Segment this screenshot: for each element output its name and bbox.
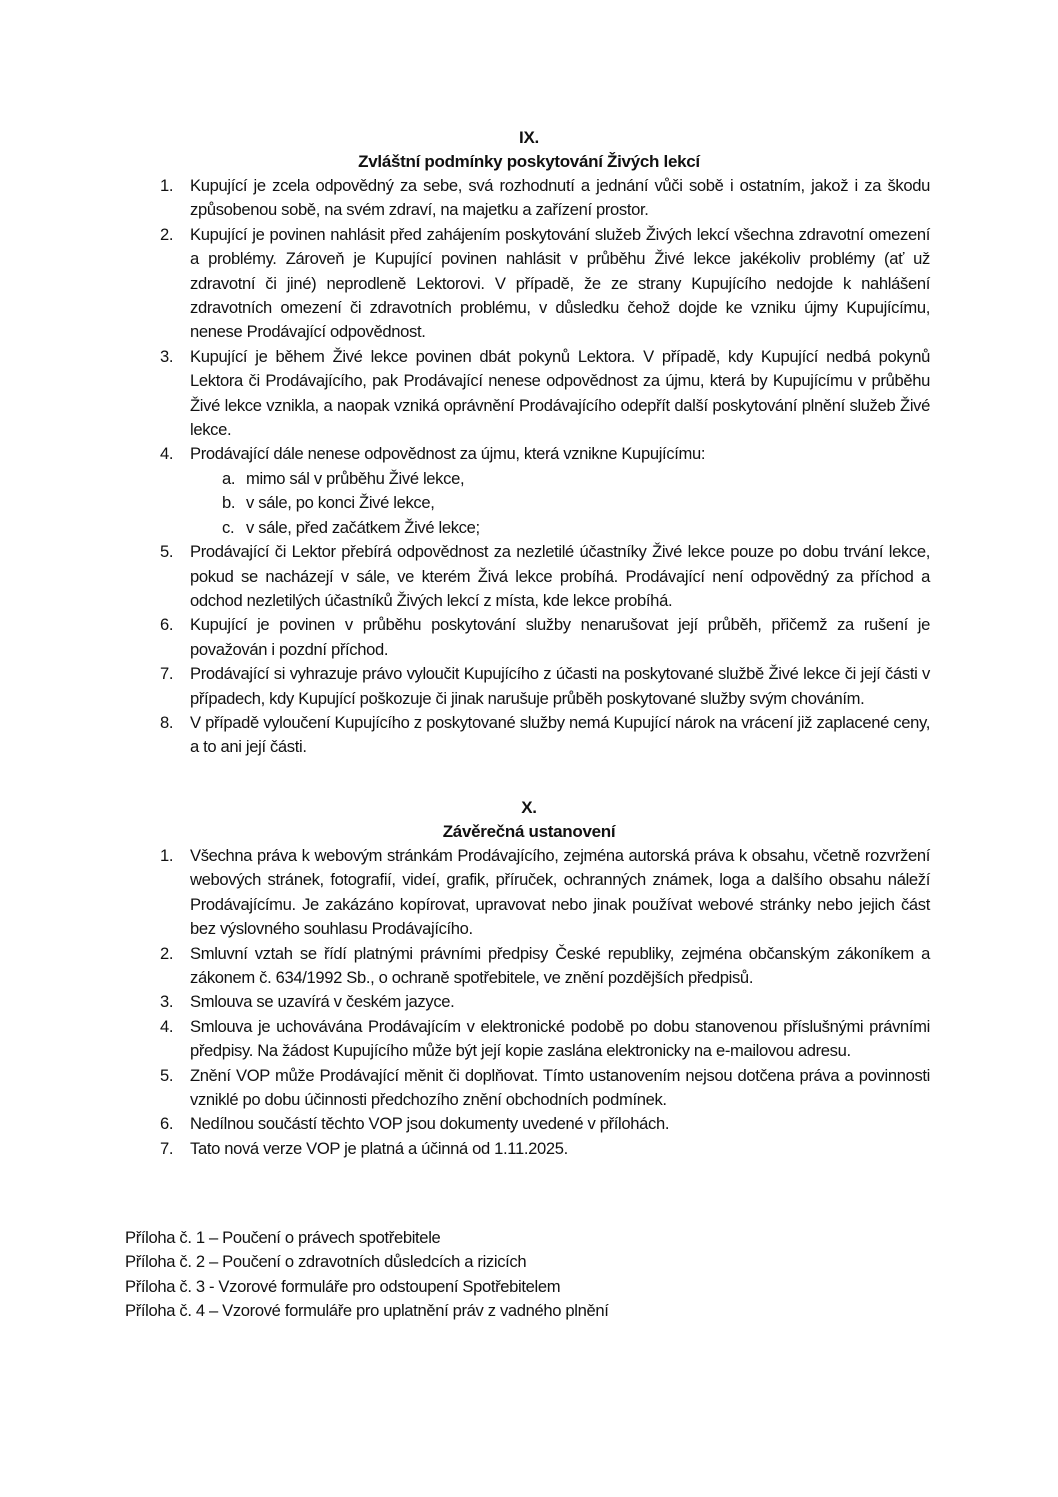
sub-item-letter: b.	[222, 493, 236, 513]
item-text: Prodávající si vyhrazuje právo vyloučit Kupujícího z účasti na poskytované službě Živé lekce či její části v případech, kdy Kupující poškozuje či jinak narušuje průběh poskytované služby svým chováním.	[190, 664, 930, 708]
item-text: Kupující je zcela odpovědný za sebe, svá rozhodnutí a jednání vůči sobě i ostatním, jakož i za škodu způsobenou sobě, na svém zdraví, na majetku a zařízení prostor.	[190, 176, 930, 220]
list-item	[160, 990, 930, 1014]
section-9-title: Zvláštní podmínky poskytování Živých lekcí	[358, 152, 700, 171]
annex-item: Příloha č. 4 – Vzorové formuláře pro uplatnění práv z vadného plnění	[125, 1301, 609, 1321]
list-item	[160, 345, 930, 443]
item-number: 7.	[160, 1138, 174, 1158]
annex-item: Příloha č. 1 – Poučení o právech spotřebitele	[125, 1228, 441, 1247]
item-number: 6.	[160, 615, 174, 635]
item-number: 5.	[160, 1065, 174, 1085]
item-number: 1.	[160, 846, 174, 865]
section-10-title: Závěrečná ustanovení	[442, 822, 616, 841]
item-text: Kupující je během Živé lekce povinen dbát pokynů Lektora. V případě, kdy Kupující nedbá pokynů Lektora či Prodávajícího, pak Prodávající nenese odpovědnost za újmu, která by Kupujícímu v průběhu Živé lekce vznikla, a naopak vzniká oprávnění Prodávajícího odepřít další poskytování plnění služeb Živé lekce.	[190, 346, 930, 440]
item-text: Nedílnou součástí těchto VOP jsou dokumenty uvedené v přílohách.	[190, 1114, 670, 1134]
annex-item: Příloha č. 2 – Poučení o zdravotních důsledcích a rizicích	[125, 1252, 527, 1272]
item-number: 8.	[160, 712, 174, 732]
item-number: 2.	[160, 943, 174, 963]
item-number: 4.	[160, 1016, 174, 1036]
item-number: 3.	[160, 346, 174, 366]
item-text: Smlouva se uzavírá v českém jazyce.	[190, 992, 455, 1012]
list-item	[160, 540, 930, 613]
list-item	[160, 1064, 930, 1113]
section-10-number: X.	[521, 798, 537, 817]
item-text: Prodávající či Lektor přebírá odpovědnost za nezletilé účastníky Živé lekce pouze po dobu trvání lekce, pokud se nacházejí v sále, ve kterém Živá lekce probíhá. Prodávající není odpovědný za příchod a odchod nezletilých účastníků Živých lekcí z místa, kde lekce probíhá.	[190, 542, 930, 610]
sub-list-item	[222, 491, 930, 515]
item-number: 2.	[160, 224, 174, 244]
list-item	[160, 942, 930, 991]
list-item	[160, 613, 930, 662]
list-item	[160, 1015, 930, 1064]
list-item	[160, 1112, 930, 1136]
item-number: 5.	[160, 542, 174, 562]
list-item	[160, 662, 930, 711]
item-number: 7.	[160, 664, 174, 684]
sub-list-item	[222, 467, 930, 491]
annex-item: Příloha č. 3 - Vzorové formuláře pro odstoupení Spotřebitelem	[125, 1276, 561, 1296]
list-item	[160, 174, 930, 223]
item-text: Tato nová verze VOP je platná a účinná od 1.11.2025.	[190, 1138, 568, 1158]
item-number: 6.	[160, 1114, 174, 1134]
list-item	[160, 1137, 930, 1161]
item-text: Znění VOP může Prodávající měnit či doplňovat. Tímto ustanovením nejsou dotčena práva a povinnosti vzniklé po dobu účinnosti předchozího znění obchodních podmínek.	[190, 1065, 930, 1110]
item-text: Kupující je povinen v průběhu poskytování služby nenarušovat její průběh, přičemž za rušení je považován i pozdní příchod.	[190, 615, 930, 659]
item-text: Prodávající dále nenese odpovědnost za újmu, která vznikne Kupujícímu:	[190, 444, 706, 464]
sub-item-letter: a.	[222, 468, 236, 488]
item-text: Smluvní vztah se řídí platnými právními předpisy České republiky, zejména občanským zákoníkem a zákonem č. 634/1992 Sb., o ochraně spotřebitele, ve znění pozdějších předpisů.	[190, 943, 930, 988]
item-text: Smlouva je uchovávána Prodávajícím v elektronické podobě po dobu stanovenou příslušnými právními předpisy. Na žádost Kupujícího může být její kopie zaslána elektronicky na e-mailovou adresu.	[190, 1016, 930, 1061]
item-text: Všechna práva k webovým stránkám Prodávajícího, zejména autorská práva k obsahu, včetně rozvržení webových stránek, fotografií, videí, grafik, příruček, ochranných známek, loga a dalšího obsahu náleží Prodávajícímu. Je zakázáno kopírovat, upravovat nebo jinak používat webové stránky nebo jejich část bez výslovného souhlasu Prodávajícího.	[190, 846, 930, 939]
sub-list	[160, 467, 930, 540]
sub-list-item	[222, 516, 930, 540]
list-item	[160, 844, 930, 942]
sub-item-letter: c.	[222, 517, 235, 537]
list-item	[160, 711, 930, 760]
sub-item-text: mimo sál v průběhu Živé lekce,	[246, 468, 465, 488]
annex-list	[125, 1226, 825, 1324]
section-9-list	[160, 174, 930, 760]
sub-item-text: v sále, před začátkem Živé lekce;	[246, 517, 480, 537]
list-item	[160, 442, 930, 540]
list-item	[160, 223, 930, 345]
sub-item-text: v sále, po konci Živé lekce,	[246, 493, 435, 513]
item-number: 3.	[160, 992, 174, 1012]
section-9-number: IX.	[519, 128, 539, 147]
item-text: V případě vyloučení Kupujícího z poskytované služby nemá Kupující nárok na vrácení již zaplacené ceny, a to ani její části.	[190, 712, 930, 757]
item-text: Kupující je povinen nahlásit před zahájením poskytování služeb Živých lekcí všechna zdravotní omezení a problémy. Zároveň je Kupující povinen nahlásit v průběhu Živé lekce jakékoliv problémy (ať už zdravotní či jiné) neprodleně Lektorovi. V případě, že ze strany Kupujícího nedojde k nahlášení zdravotních omezení či zdravotních problému, v důsledku čehož dojde ke vzniku újmy Kupujícímu, nenese Prodávající odpovědnost.	[190, 224, 930, 342]
item-number: 4.	[160, 444, 174, 464]
section-10-list	[160, 844, 930, 1161]
item-number: 1.	[160, 176, 174, 195]
